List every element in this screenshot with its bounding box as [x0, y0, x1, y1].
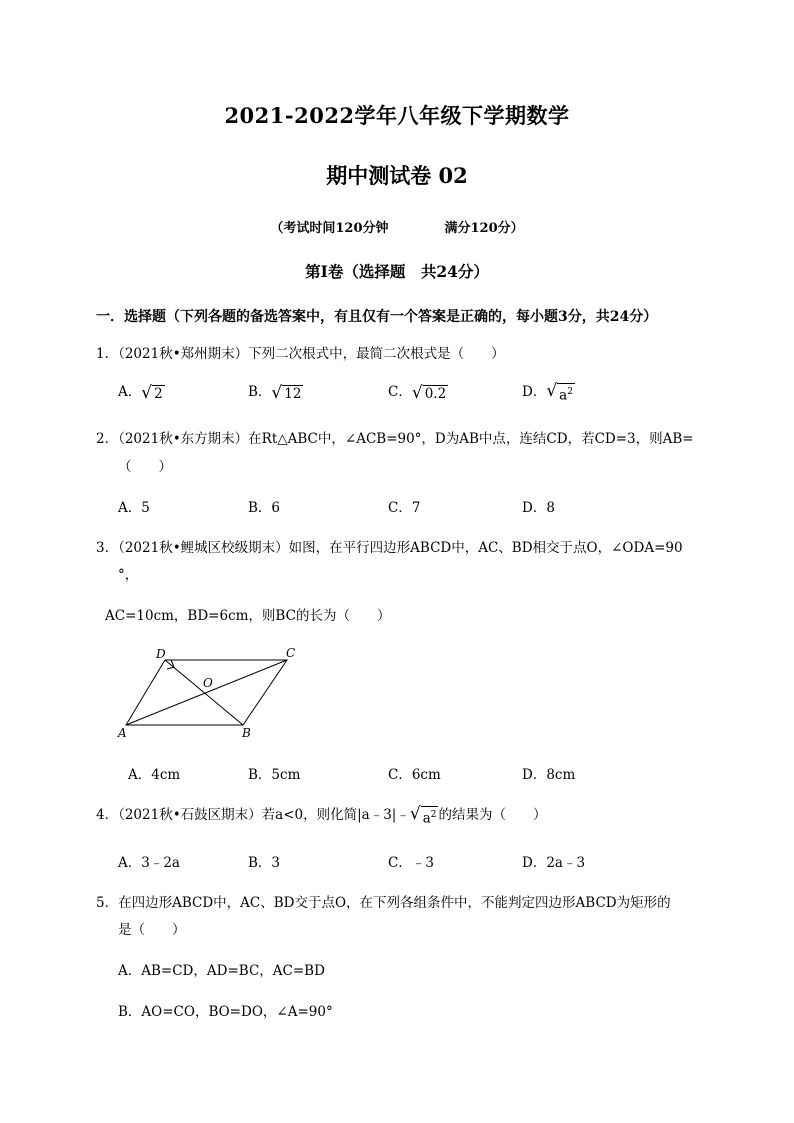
full-score: 满分120分） — [444, 221, 524, 236]
q2-option-b: B．6 — [248, 500, 281, 516]
q1-option-c — [388, 380, 448, 402]
sqrt-symbol: √ $a^2$ — [546, 380, 573, 404]
q4-stem-pre: 4．（2021秋•石鼓区期末）若a<0，则化简|a﹣3|﹣ — [96, 807, 410, 823]
q3-option-d: D．8cm — [522, 767, 576, 783]
q5-option-b: B．AO=CO，BO=DO，∠A=90° — [118, 1004, 333, 1020]
q4-option-d: D．2a﹣3 — [522, 855, 586, 871]
question-3-stem: 3．（2021秋•鲤城区校级期末）如图，在平行四边形ABCD中，AC、BD相交于点O，∠ODA=90 — [96, 540, 683, 556]
question-3-stem-cont2: AC=10cm，BD=6cm，则BC的长为（ ） — [105, 608, 391, 624]
exam-subtitle: 期中测试卷 02 — [326, 163, 468, 188]
label-o: O — [203, 676, 213, 690]
q1-option-d-label: D． — [522, 384, 547, 400]
q4-stem-post: 的结果为（ ） — [438, 807, 547, 823]
q4-option-c: C．﹣3 — [388, 855, 434, 871]
label-d: D — [156, 647, 166, 661]
q1-option-b-radicand: 12 — [284, 385, 302, 402]
q1-option-b — [248, 380, 303, 402]
q4-option-a: A．3﹣2a — [118, 855, 180, 871]
q1-option-c-radicand: 0.2 — [424, 385, 447, 402]
diagonal-ac — [126, 660, 287, 725]
question-2-stem: 2．（2021秋•东方期末）在Rt△ABC中，∠ACB=90°，D为AB中点，连结CD，若CD=3，则AB= — [96, 431, 694, 447]
label-a: A — [118, 726, 127, 740]
parallelogram-figure — [110, 645, 310, 740]
sqrt-symbol: √ 2 — [141, 382, 163, 403]
sqrt-symbol: √ 12 — [271, 382, 302, 403]
q1-option-d-radicand: $a^2$ — [557, 383, 575, 404]
question-2-stem-cont: （ ） — [118, 459, 172, 475]
question-5-stem-cont: 是（ ） — [118, 922, 186, 938]
label-b: B — [242, 726, 251, 740]
sqrt-symbol: √ $a^2$ — [409, 803, 437, 827]
q4-option-b: B．3 — [248, 855, 281, 871]
q3-option-b: B．5cm — [248, 767, 301, 783]
q3-option-c: C．6cm — [388, 767, 441, 783]
q1-option-b-label: B． — [248, 384, 272, 400]
question-3-stem-cont: °， — [118, 567, 139, 583]
question-1-stem: 1．（2021秋•郑州期末）下列二次根式中，最简二次根式是（ ） — [96, 346, 505, 362]
q5-option-a: A．AB=CD，AD=BC，AC=BD — [118, 963, 325, 979]
question-5-stem: 5．在四边形ABCD中，AC、BD交于点O，在下列各组条件中，不能判定四边形ABCD为矩形的 — [96, 895, 671, 911]
label-c: C — [286, 646, 296, 660]
exam-info — [0, 217, 794, 236]
q4-radicand: $a^2$ — [421, 806, 439, 827]
q1-option-c-label: C． — [388, 384, 412, 400]
q1-option-a-label: A． — [118, 384, 142, 400]
exam-title: 2021-2022学年八年级下学期数学 — [224, 103, 570, 128]
sqrt-symbol: √ 0.2 — [411, 382, 447, 403]
q3-option-a: A．4cm — [128, 767, 181, 783]
q1-option-a — [118, 380, 165, 402]
volume-title: 第Ⅰ卷（选择题 共24分） — [305, 262, 489, 281]
exam-time: （考试时间120分钟 — [270, 221, 389, 236]
question-4-stem — [96, 803, 546, 826]
section-heading: 一．选择题（下列各题的备选答案中，有且仅有一个答案是正确的，每小题3分，共24分） — [96, 309, 658, 325]
q1-option-a-radicand: 2 — [154, 385, 163, 402]
q2-option-a: A．5 — [118, 500, 150, 516]
q1-option-d — [522, 380, 575, 403]
q2-option-c: C．7 — [388, 500, 421, 516]
diagonal-bd — [165, 660, 243, 725]
q2-option-d: D．8 — [522, 500, 555, 516]
